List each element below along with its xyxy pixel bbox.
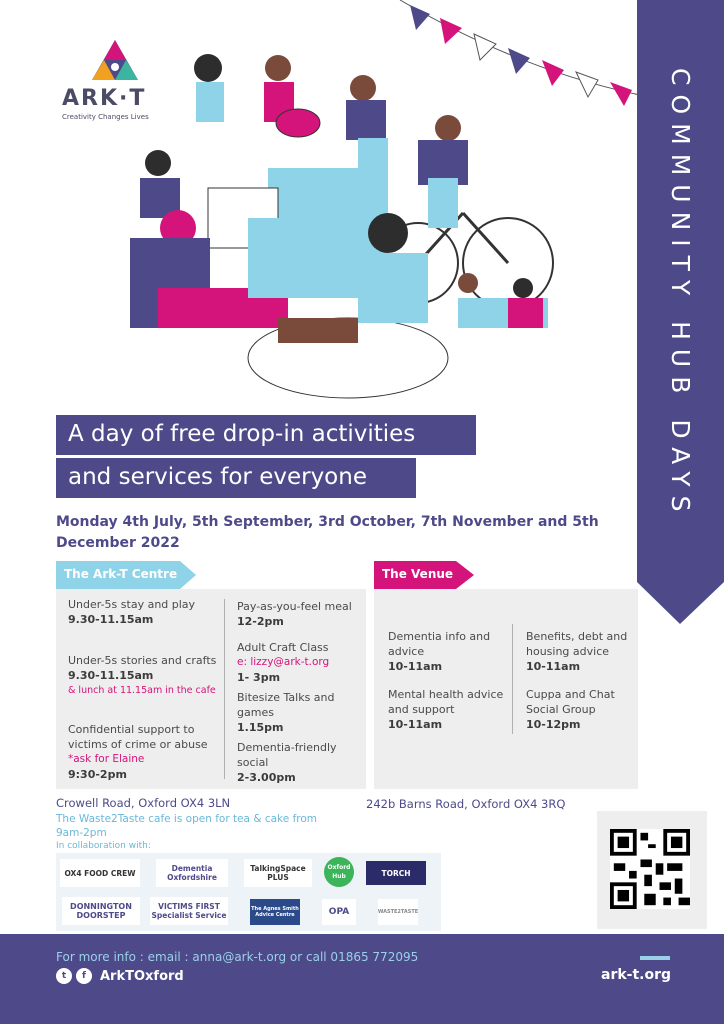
activity-item	[237, 740, 362, 785]
activity-item	[68, 653, 218, 698]
activity-time: 9.30-11.15am	[68, 669, 154, 682]
partner-logo: Dementia Oxfordshire	[156, 859, 228, 887]
contact-info: For more info : email : anna@ark-t.org or call 01865 772095	[56, 950, 419, 964]
facebook-icon[interactable]: f	[76, 968, 92, 984]
service-time: 10-11am	[526, 660, 581, 673]
community-illustration	[118, 38, 588, 428]
social-handle[interactable]	[56, 968, 184, 984]
brand-name: ARK·T	[62, 86, 147, 111]
cafe-note: The Waste2Taste cafe is open for tea & cake from 9am-2pm	[56, 813, 317, 839]
activity-title: Dementia-friendly social	[237, 741, 337, 769]
headline-line-1: A day of free drop-in activities	[56, 415, 476, 455]
partner-logo: WASTE2TASTE	[378, 899, 418, 925]
partner-logo: OPA	[322, 899, 356, 925]
partner-logo: DONNINGTON DOORSTEP	[62, 897, 140, 925]
activity-title: Bitesize Talks and games	[237, 691, 335, 719]
footer-accent-bar	[640, 956, 670, 960]
service-time: 10-12pm	[526, 718, 581, 731]
brand-tagline: Creativity Changes Lives	[62, 113, 149, 121]
activity-item	[68, 597, 208, 627]
venue-tag	[374, 561, 474, 589]
ark-centre-panel	[56, 589, 366, 789]
activity-item	[237, 599, 362, 629]
panel-divider	[512, 624, 513, 734]
ark-centre-tag	[56, 561, 196, 589]
partner-logo: The Agnes Smith Advice Centre	[250, 899, 300, 925]
activity-title: Adult Craft Class	[237, 641, 329, 654]
panel-divider	[224, 599, 225, 779]
activity-note: & lunch at 11.15am in the cafe	[68, 685, 216, 696]
event-dates: Monday 4th July, 5th September, 3rd October, 7th November and 5th December 2022	[56, 514, 599, 551]
activity-note: *ask for Elaine	[68, 753, 145, 765]
activity-title: Confidential support to victims of crime or abuse	[68, 723, 208, 751]
service-item	[388, 687, 508, 732]
qr-code-icon[interactable]	[610, 829, 690, 909]
venue-address: 242b Barns Road, Oxford OX4 3RQ	[366, 797, 566, 811]
activity-time: 1.15pm	[237, 721, 284, 734]
partner-logo: TORCH	[366, 861, 426, 885]
partner-logos-panel	[56, 853, 441, 931]
partner-logo: VICTIMS FIRST Specialist Service	[150, 897, 228, 925]
partner-logo: TalkingSpace PLUS	[244, 859, 312, 887]
activity-item	[237, 690, 362, 735]
activity-time: 9:30-2pm	[68, 768, 127, 781]
website-link[interactable]: ark-t.org	[601, 967, 672, 983]
venue-heading: The Venue	[382, 567, 454, 581]
activity-item	[68, 722, 218, 782]
activity-time: 2-3.00pm	[237, 771, 296, 784]
service-time: 10-11am	[388, 660, 443, 673]
activity-title: Pay-as-you-feel meal	[237, 600, 352, 613]
activity-title: Under-5s stories and crafts	[68, 654, 217, 667]
activity-time: 12-2pm	[237, 615, 284, 628]
service-title: Benefits, debt and housing advice	[526, 630, 628, 658]
activity-note[interactable]: e: lizzy@ark-t.org	[237, 656, 330, 668]
partner-logo: Oxford Hub	[324, 857, 354, 887]
social-handle-text: ArkTOxford	[100, 968, 184, 984]
service-title: Dementia info and advice	[388, 630, 491, 658]
service-item	[388, 629, 503, 674]
service-title: Cuppa and Chat Social Group	[526, 688, 615, 716]
activity-time: 1- 3pm	[237, 671, 281, 684]
activity-title: Under-5s stay and play	[68, 598, 196, 611]
service-title: Mental health advice and support	[388, 688, 504, 716]
service-item	[526, 687, 626, 732]
banner-title: COMMUNITY HUB DAYS	[666, 67, 695, 521]
twitter-icon[interactable]: t	[56, 968, 72, 984]
collaboration-label: In collaboration with:	[56, 841, 151, 851]
activity-time: 9.30-11.15am	[68, 613, 154, 626]
partner-logo: OX4 FOOD CREW	[60, 859, 140, 887]
ark-centre-address: Crowell Road, Oxford OX4 3LN	[56, 796, 231, 810]
headline-line-2: and services for everyone	[56, 458, 416, 498]
activity-item	[237, 640, 362, 685]
service-time: 10-11am	[388, 718, 443, 731]
service-item	[526, 629, 636, 674]
venue-panel	[374, 589, 638, 789]
ark-centre-heading: The Ark-T Centre	[64, 567, 178, 581]
